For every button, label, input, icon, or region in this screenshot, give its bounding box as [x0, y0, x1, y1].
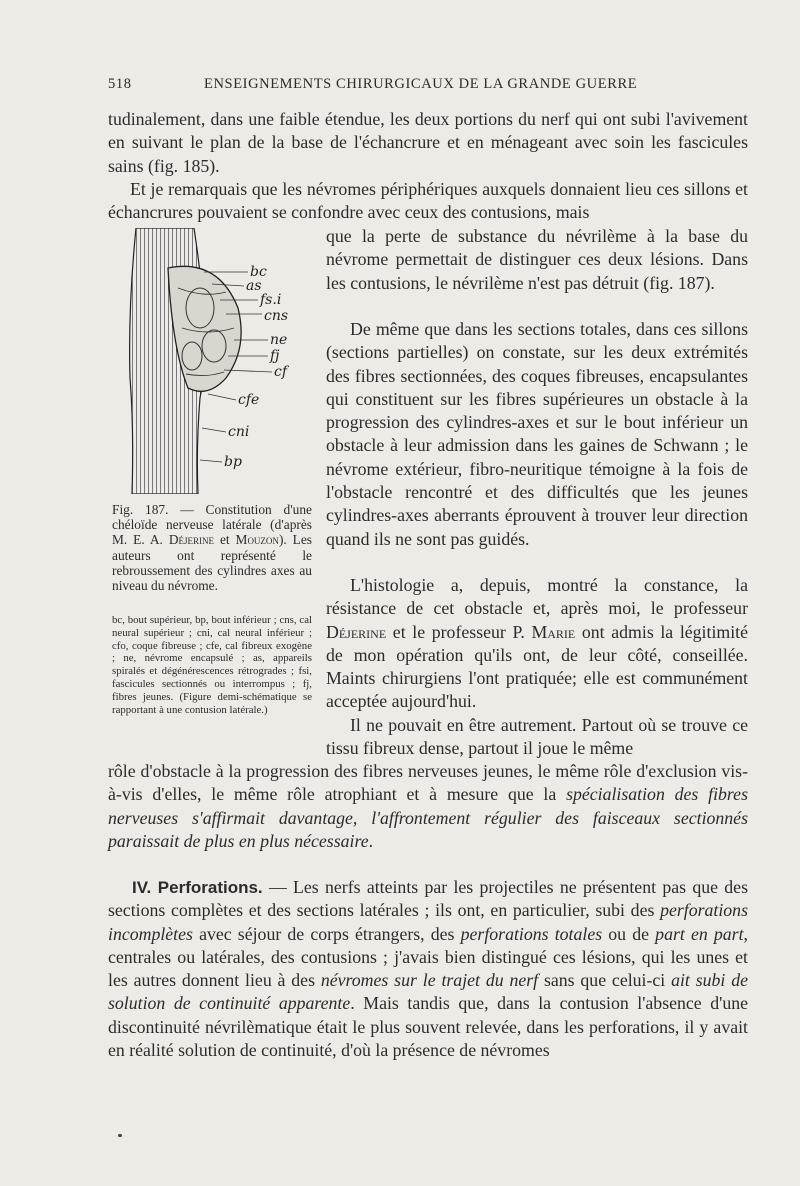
author-name: Déjerine [326, 621, 387, 642]
page-speck [118, 1134, 122, 1137]
label-as: as [246, 278, 262, 294]
running-title: ENSEIGNEMENTS CHIRURGICAUX DE LA GRANDE GUERRE [204, 76, 638, 92]
figure-187-illustration [108, 228, 318, 494]
paragraph-3: De même que dans les sections totales, dans ces sillons (sections partielles) on constate, sur les deux extrémités des fibres sectionnées, des coques fibreuses, encapsulantes qui constituent sur les fibres supérieures un obstacle à la progression des cylindres-axes et sur le bout inférieur un obstacle à leur admission dans les gaines de Schwann ; le névrome extérieur, fibro-neuritique témoigne à la fois de l'obstacle rencontré et des difficultés que les jeunes cylindres-axes aberrants éprouvent à trouver leur direction quand ils ne sont pas guidés. [326, 319, 748, 549]
label-fj: fj [270, 348, 280, 364]
label-bp: bp [224, 454, 242, 470]
figure-legend: bc, bout supérieur, bp, bout inférieur ; cns, cal neural supérieur ; cni, cal neural inférieur ; cfo, coque fibreuse ; cfe, cal fibreux exogène ; ne, névrome encapsulé ; as, appareils spiralés et dégénérescences rétrogrades ; fsi, fascicules sectionnés ou interrompus ; fj, fibres jeunes. (Figure demi-schématique se rapportant à une contusion latérale.) [112, 614, 312, 716]
paragraph-1: tudinalement, dans une faible étendue, les deux portions du nerf qui ont subi l'avivement en suivant le plan de la base de l'échancrure et en ménageant avec soin les fascicules sains (fig. 185). [108, 109, 748, 176]
section-heading: IV. Perforations. [132, 878, 263, 897]
label-ne: ne [270, 332, 288, 348]
label-cfe: cfe [238, 392, 260, 408]
label-cns: cns [264, 308, 289, 324]
nerve-illustration [108, 228, 318, 494]
author-name: Marie [531, 621, 576, 642]
label-fsi: fs.i [260, 292, 282, 308]
paragraph-5-full: rôle d'obstacle à la progression des fibres nerveuses jeunes, le même rôle d'exclusion vis-à-vis d'elles, le même rôle atrophiant et à mesure que la spécialisation des fibres nerveuses s'affirmait davantage, l'affrontement régulier des faisceaux sectionnés paraissait de plus en plus nécessaire. [108, 761, 748, 851]
figure-caption: Fig. 187. — Constitution d'une chéloïde nerveuse latérale (d'après M. E. A. Déjerine et Mouzon). Les auteurs ont représenté le rebroussement des cylindres axes au niveau du névrome. [112, 502, 313, 594]
label-bc: bc [250, 264, 267, 280]
paragraph-4: L'histologie a, depuis, montré la constance, la résistance de cet obstacle et, après moi, le professeur Déjerine et le professeur P. Marie ont admis la légitimité de mon opération qu'ils ont, de leur côté, conseillée. Maints chirurgiens l'ont pratiquée; elle est communément acceptée aujourd'hui. [326, 575, 748, 712]
paragraph-2-side: que la perte de substance du névrilème à la base du névrome permettait de distinguer ces deux lésions. Dans les contusions, le névrilème n'est pas détruit (fig. 187). [326, 226, 748, 293]
label-cni: cni [228, 424, 250, 440]
label-cf: cf [274, 364, 288, 380]
paragraph-5-side: Il ne pouvait en être autrement. Partout où se trouve ce tissu fibreux dense, partout il joue le même [326, 715, 748, 759]
section-iv-paragraph: IV. Perforations. — Les nerfs atteints par les projectiles ne présentent pas que des sections complètes et des sections latérales ; ils ont, en particulier, subi des perforations incomplètes avec séjour de corps étrangers, des perforations totales ou de part en part, centrales ou latérales, des contusions ; j'avais bien distingué ces lésions, qui les unes et les autres donnent lieu à des névromes sur le trajet du nerf sans que celui-ci ait subi de solution de continuité apparente. Mais tandis que, dans la contusion l'absence d'une discontinuité névrilèmatique était le plus souvent relevée, dans les perforations, il y avait en réalité solution de continuité, d'où la présence de névromes [108, 877, 749, 1061]
paragraph-2-full: Et je remarquais que les névromes périphériques auxquels donnaient lieu ces sillons et échancrures pouvaient se confondre avec ceux des contusions, mais [108, 179, 748, 223]
page-number: 518 [108, 76, 132, 92]
